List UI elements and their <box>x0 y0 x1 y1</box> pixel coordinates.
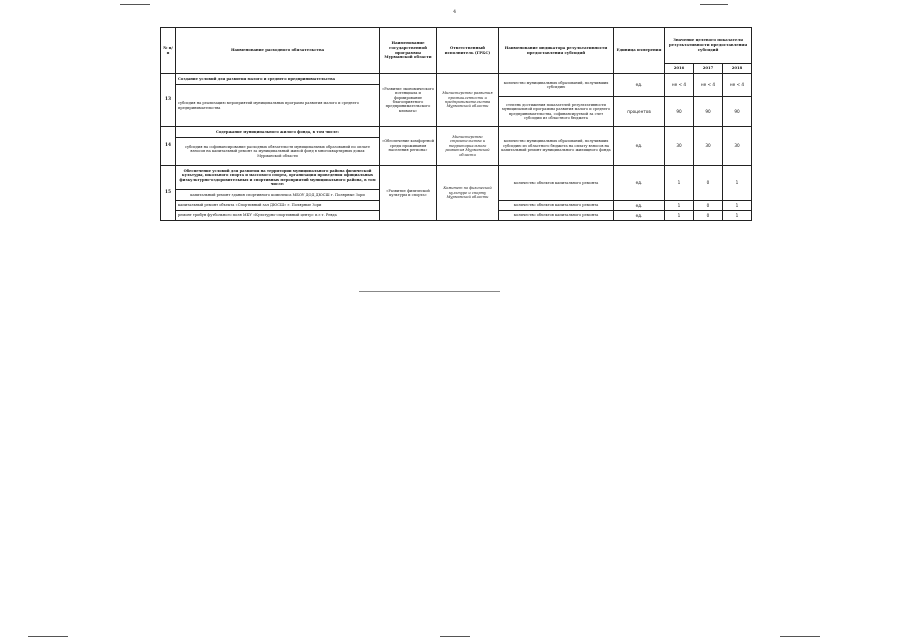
scan-mark-top-right <box>700 4 728 5</box>
unit-cell: ед. <box>614 127 665 166</box>
scan-mark-bottom-left <box>28 636 68 637</box>
value-2017: не < 4 <box>694 74 723 97</box>
indicator-cell: степень достижения показателей результативности муниципальной программы развития малого и среднего предпринимательства, софинансируемой за счет субсидии из областного бюджета <box>499 97 614 127</box>
indicator-cell: количество муниципальных образований, получивших субсидию из областного бюджета на оплату взносов на капитальный ремонт муниципального жилищного фонда <box>499 127 614 166</box>
value-2016: 1 <box>665 201 694 211</box>
value-2016: 30 <box>665 127 694 166</box>
grbs-cell: Комитет по физической культуре и спорту Мурманской области <box>437 166 499 221</box>
scan-mark-top-left <box>120 4 150 5</box>
header-year-2018: 2018 <box>723 64 752 74</box>
row-title: Содержание муниципального жилого фонда, в том числе: <box>176 127 380 138</box>
unit-cell: ед. <box>614 211 665 221</box>
unit-cell: ед. <box>614 166 665 201</box>
value-2018: 1 <box>723 211 752 221</box>
value-2018: не < 4 <box>723 74 752 97</box>
row-num: 15 <box>161 166 176 221</box>
value-2016: не < 4 <box>665 74 694 97</box>
sub-obligation: капитальный ремонт объекта «Спортивный зал ДЮСШ» г. Полярные Зори <box>176 201 380 211</box>
page-divider <box>359 291 500 292</box>
header-grbs: Ответственный исполнитель (ГРБС) <box>437 28 499 74</box>
sub-obligation: капитальный ремонт здания спортивного комплекса МБОУ ДОД ДЮСШ г. Полярные Зори <box>176 190 380 201</box>
row-num: 13 <box>161 74 176 127</box>
value-2017: 0 <box>694 211 723 221</box>
indicator-cell: количество объектов капитального ремонта <box>499 201 614 211</box>
subsidy-indicators-table <box>160 27 752 221</box>
grbs-cell: Министерство строительства и территориального развития Мурманской области <box>437 127 499 166</box>
sub-obligation: ремонт трибун футбольного поля МБУ «Культурно-спортивный центр» п.г.т. Ревда <box>176 211 380 221</box>
program-cell: «Развитие экономического потенциала и формирование благоприятного предпринимательского климата» <box>380 74 437 127</box>
value-2017: 30 <box>694 127 723 166</box>
page-number: 4 <box>453 9 457 15</box>
value-2017: 90 <box>694 97 723 127</box>
program-cell: «Обеспечение комфортной среды проживания населения региона» <box>380 127 437 166</box>
scan-mark-bottom-right <box>780 636 820 637</box>
sub-obligation: субсидия на реализацию мероприятий муниципальных программ развития малого и среднего предпринимательства <box>176 85 380 127</box>
value-2016: 90 <box>665 97 694 127</box>
row-num: 14 <box>161 127 176 166</box>
header-unit: Единица измерения <box>614 28 665 74</box>
value-2016: 1 <box>665 166 694 201</box>
header-num: № п/п <box>161 28 176 74</box>
indicator-cell: количество объектов капитального ремонта <box>499 211 614 221</box>
unit-cell: процентов <box>614 97 665 127</box>
grbs-cell: Министерство развития промышленности и предпринимательства Мурманской области <box>437 74 499 127</box>
unit-cell: ед. <box>614 74 665 97</box>
scan-mark-bottom-mid <box>440 636 470 637</box>
header-year-2017: 2017 <box>694 64 723 74</box>
value-2017: 0 <box>694 201 723 211</box>
value-2018: 1 <box>723 201 752 211</box>
value-2016: 1 <box>665 211 694 221</box>
sub-obligation: субсидия на софинансирование расходных обязательств муниципальных образований по оплате взносов на капитальный ремонт за муниципальный жилой фонд в многоквартирных домах Мурманской области <box>176 138 380 166</box>
indicator-cell: количество объектов капитального ремонта <box>499 166 614 201</box>
header-name: Наименование расходного обязательства <box>176 28 380 74</box>
value-2017: 0 <box>694 166 723 201</box>
value-2018: 1 <box>723 166 752 201</box>
program-cell: «Развитие физической культуры и спорта» <box>380 166 437 221</box>
value-2018: 90 <box>723 97 752 127</box>
indicator-cell: количество муниципальных образований, получивших субсидию <box>499 74 614 97</box>
unit-cell: ед. <box>614 201 665 211</box>
row-title: Обеспечение условий для развития на территории муниципального района физической культуры, школьного спорта и массового спорта, организация проведения официальных физкультурно-оздоровительных и спортивных мероприятий муниципального района, в том числе: <box>176 166 380 190</box>
header-values-group: Значение целевого показателя результативности предоставления субсидий <box>665 28 752 64</box>
header-indicator: Наименование индикатора результативности предоставления субсидий <box>499 28 614 74</box>
row-title: Создание условий для развития малого и среднего предпринимательства <box>176 74 380 85</box>
header-year-2016: 2016 <box>665 64 694 74</box>
value-2018: 30 <box>723 127 752 166</box>
header-program: Наименование государственной программы Мурманской области <box>380 28 437 74</box>
